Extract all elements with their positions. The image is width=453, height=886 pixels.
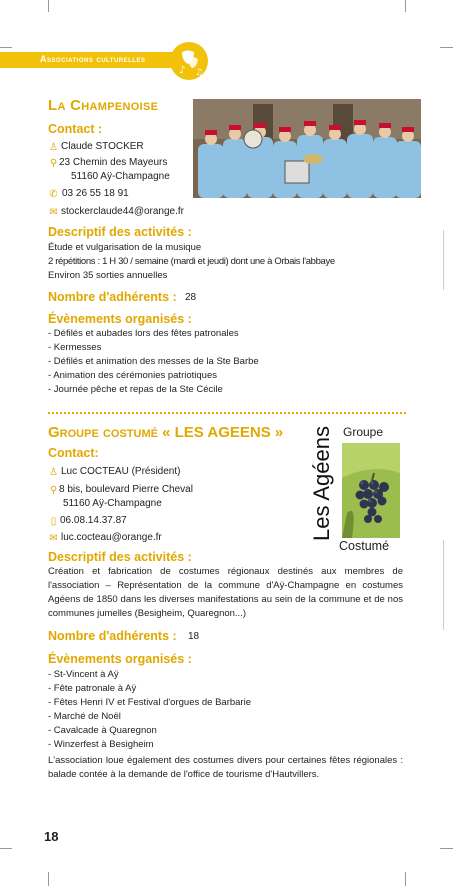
phone-number[interactable]: 03 26 55 18 91 <box>62 188 129 199</box>
contact-heading: Contact : <box>48 122 103 136</box>
members-heading: Nombre d'adhérents : <box>48 290 177 304</box>
page-number: 18 <box>44 829 59 844</box>
list-item: - Marché de Noël <box>48 711 121 722</box>
margin-rule <box>443 230 444 290</box>
activity-line: Étude et vulgarisation de la musique <box>48 242 202 253</box>
svg-text:♫: ♫ <box>195 68 204 78</box>
activities-heading: Descriptif des activités : <box>48 225 192 239</box>
contact-name: Luc COCTEAU (Président) <box>61 466 181 477</box>
list-item: - Fête patronale à Aÿ <box>48 683 137 694</box>
person-icon: ♙ <box>49 142 58 153</box>
phone-number[interactable]: 06.08.14.37.87 <box>60 515 127 526</box>
activity-line: Environ 35 sorties annuelles <box>48 270 168 281</box>
map-pin-icon: ⚲ <box>49 158 58 169</box>
crop-mark <box>440 47 453 48</box>
members-count: 28 <box>185 292 197 303</box>
culture-badge <box>170 42 208 80</box>
band-photo <box>193 99 421 198</box>
events-heading: Évènements organisés : <box>48 312 192 326</box>
events-heading: Évènements organisés : <box>48 652 192 666</box>
contact-heading: Contact: <box>48 446 99 460</box>
list-item: - Cavalcade à Quaregnon <box>48 725 157 736</box>
list-item: - Défilés et aubades lors des fêtes patronales <box>48 328 239 339</box>
section-label: Associations culturelles <box>40 54 146 64</box>
section-title-champenoise: La Champenoise <box>48 97 159 114</box>
members-count: 18 <box>188 631 200 642</box>
logo-text-top: Groupe <box>343 425 384 439</box>
crop-mark <box>405 872 406 886</box>
envelope-icon: ✉ <box>49 207 58 218</box>
logo-text-side: Les Agéens <box>309 426 334 541</box>
contact-name: Claude STOCKER <box>61 141 144 152</box>
phone-icon: ✆ <box>49 189 58 200</box>
list-item: - Winzerfest à Besigheim <box>48 739 154 750</box>
envelope-icon: ✉ <box>49 533 58 544</box>
activity-line: 2 répétitions : 1 H 30 / semaine (mardi et jeudi) dont une à Orbais l'abbaye <box>48 256 335 267</box>
section-title-ageens: Groupe costumé « LES AGEENS » <box>48 424 284 441</box>
list-item: - Kermesses <box>48 342 102 353</box>
person-icon: ♙ <box>49 467 58 478</box>
activities-paragraph: Création et fabrication de costumes régionaux destinés aux membres de l'association – Représentation de la commune d'Aÿ-Champagne en costumes Agéens de 1850 dans les diverses manifestations au sein de la commune et de nos communes jumelles (Besigheim, Quaregnon...) <box>48 566 403 619</box>
list-item: - Animation des cérémonies patriotiques <box>48 370 217 381</box>
events-list <box>48 327 259 397</box>
email-link[interactable]: luc.cocteau@orange.fr <box>61 532 162 543</box>
map-pin-icon: ⚲ <box>49 485 58 496</box>
email-link[interactable]: stockerclaude44@orange.fr <box>61 206 184 217</box>
address-line-1: 8 bis, boulevard Pierre Cheval <box>59 484 193 495</box>
events-list <box>48 668 251 752</box>
crop-mark <box>48 872 49 886</box>
crop-mark <box>405 0 406 12</box>
address-line-2: 51160 Aÿ-Champagne <box>63 498 162 509</box>
mobile-phone-icon: ▯ <box>50 516 57 527</box>
crop-mark <box>48 0 49 12</box>
crop-mark <box>0 47 12 48</box>
logo-text-bottom: Costumé <box>339 539 390 553</box>
activities-heading: Descriptif des activités : <box>48 550 192 564</box>
list-item: - St-Vincent à Aÿ <box>48 669 119 680</box>
address-line-1: 23 Chemin des Mayeurs <box>59 157 168 168</box>
address-line-2: 51160 Aÿ-Champagne <box>71 171 170 182</box>
list-item: - Défilés et animation des messes de la Ste Barbe <box>48 356 259 367</box>
crop-mark <box>440 848 453 849</box>
svg-text:♪: ♪ <box>179 65 186 76</box>
ageens-logo <box>305 425 405 555</box>
list-item: - Journée pêche et repas de la Ste Cécile <box>48 384 223 395</box>
theater-masks-icon <box>170 42 208 80</box>
grapes-image <box>342 443 400 538</box>
list-item: - Fêtes Henri IV et Festival d'orgues de Barbarie <box>48 697 251 708</box>
rental-paragraph: L'association loue également des costumes divers pour certaines fêtes régionales : balade contée à la demande de l'office de tourisme d'Hautvillers. <box>48 755 403 780</box>
members-heading: Nombre d'adhérents : <box>48 629 177 643</box>
margin-rule <box>443 540 444 630</box>
crop-mark <box>0 848 12 849</box>
band-photo-image <box>193 99 421 198</box>
section-divider <box>48 412 406 414</box>
